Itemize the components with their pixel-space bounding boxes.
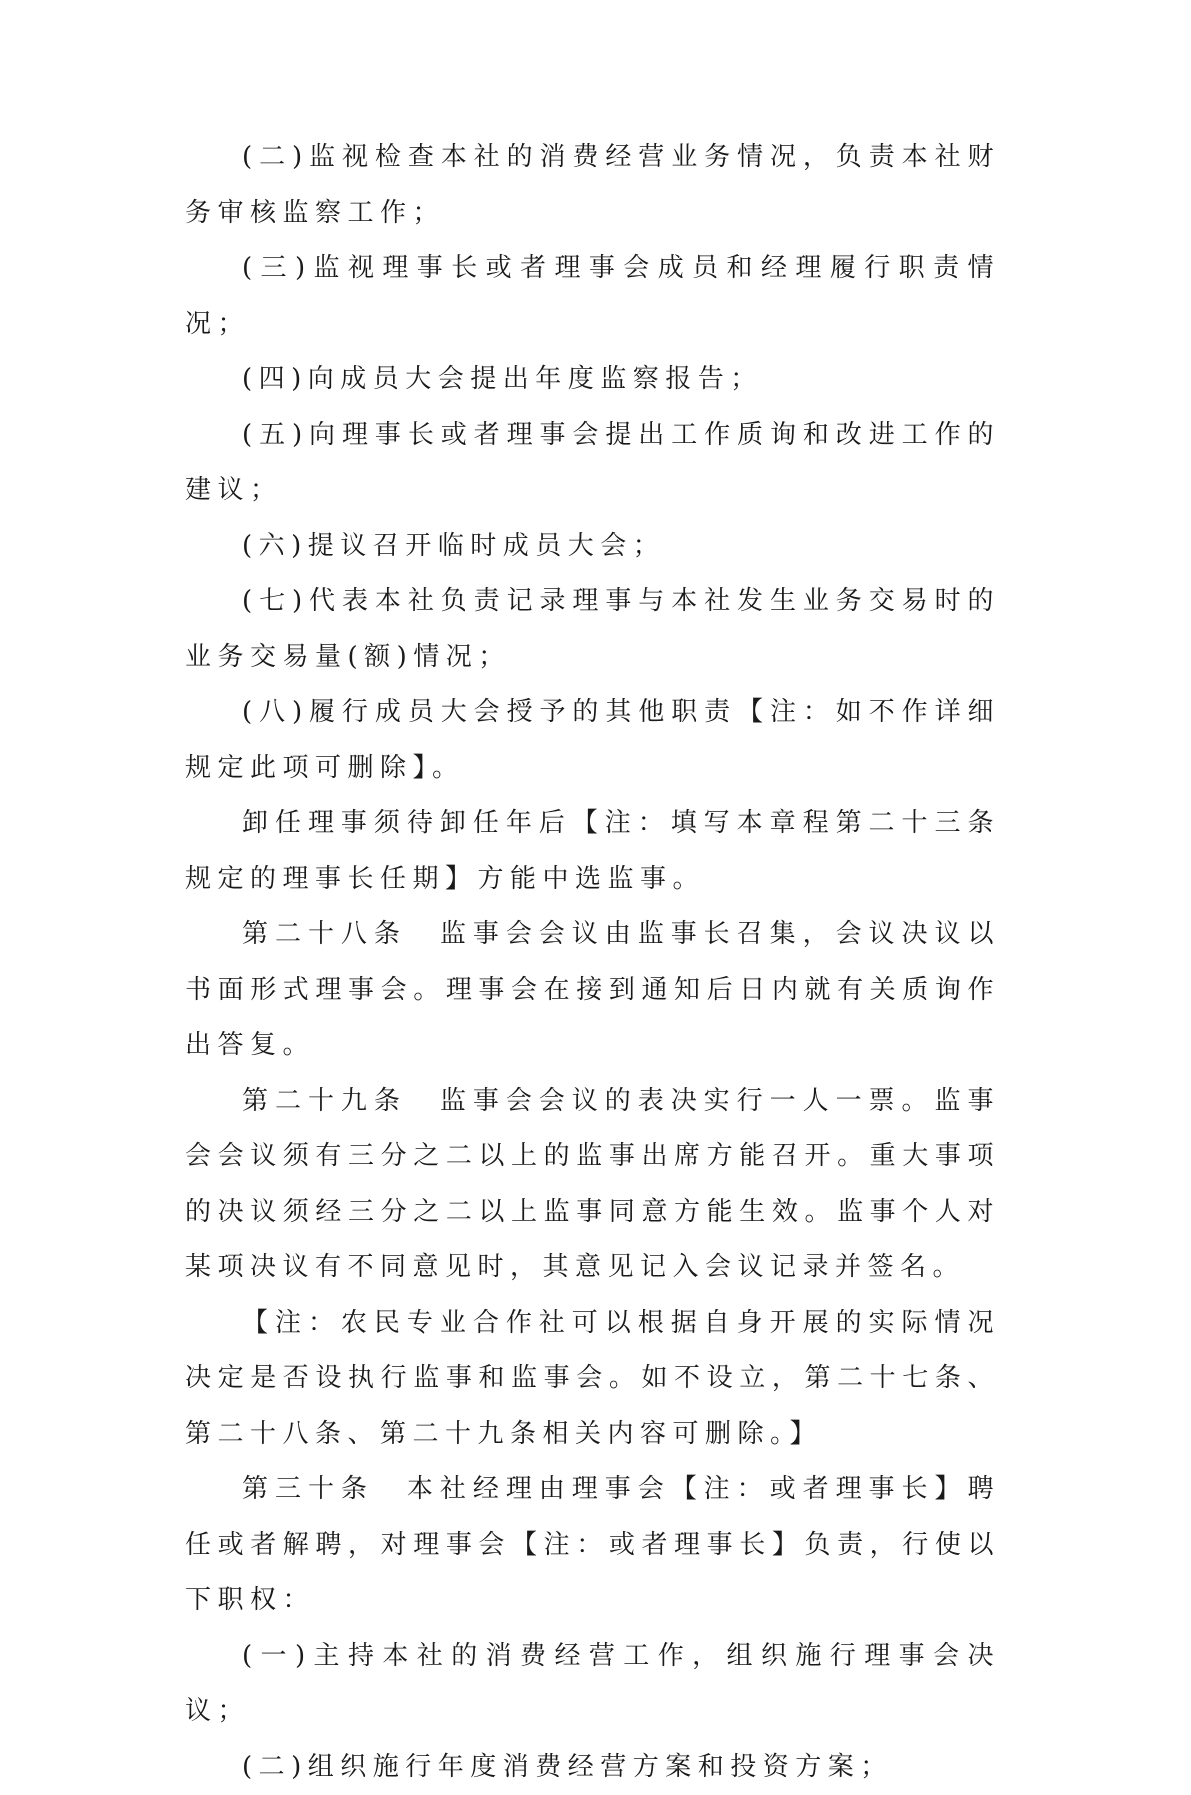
paragraph-annual-report: (四)向成员大会提出年度监察报告； (185, 352, 1000, 408)
paragraph-inquiry-suggestions: (五)向理事长或者理事会提出工作质询和改进工作的建议； (185, 408, 1000, 519)
paragraph-article-29: 第二十九条 监事会会议的表决实行一人一票。监事会会议须有三分之二以上的监事出席方能召开。重大事项的决议须经三分之二以上监事同意方能生效。监事个人对某项决议有不同意见时，其意见记入会议记录并签名。 (185, 1074, 1000, 1296)
paragraph-manager-duty-1: (一)主持本社的消费经营工作，组织施行理事会决议； (185, 1629, 1000, 1740)
paragraph-note-supervisors: 【注：农民专业合作社可以根据自身开展的实际情况决定是否设执行监事和监事会。如不设立，第二十七条、第二十八条、第二十九条相关内容可删除。】 (185, 1296, 1000, 1463)
paragraph-propose-meeting: (六)提议召开临时成员大会； (185, 519, 1000, 575)
document-body (185, 130, 1000, 1795)
paragraph-record-transactions: (七)代表本社负责记录理事与本社发生业务交易时的业务交易量(额)情况； (185, 574, 1000, 685)
paragraph-retired-director-rule: 卸任理事须待卸任年后【注：填写本章程第二十三条规定的理事长任期】方能中选监事。 (185, 796, 1000, 907)
paragraph-article-28: 第二十八条 监事会会议由监事长召集，会议决议以书面形式理事会。理事会在接到通知后日内就有关质询作出答复。 (185, 907, 1000, 1074)
paragraph-manager-duty-2: (二)组织施行年度消费经营方案和投资方案； (185, 1740, 1000, 1795)
paragraph-supervise-directors: (三)监视理事长或者理事会成员和经理履行职责情况； (185, 241, 1000, 352)
paragraph-supervise-business: (二)监视检查本社的消费经营业务情况，负责本社财务审核监察工作； (185, 130, 1000, 241)
paragraph-article-30: 第三十条 本社经理由理事会【注：或者理事长】聘任或者解聘，对理事会【注：或者理事长】负责，行使以下职权： (185, 1462, 1000, 1629)
paragraph-other-duties: (八)履行成员大会授予的其他职责【注：如不作详细规定此项可删除】。 (185, 685, 1000, 796)
